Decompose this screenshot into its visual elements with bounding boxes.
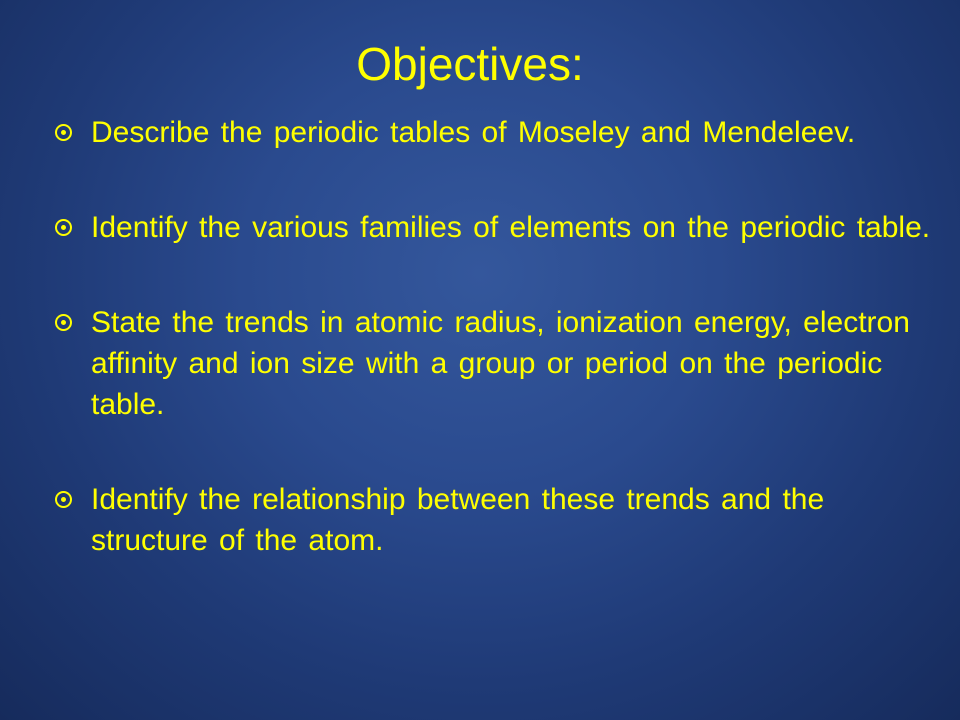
circled-dot-icon [55, 219, 72, 236]
circled-dot-icon [55, 124, 72, 141]
circled-dot-icon [55, 491, 72, 508]
bullet-item [52, 207, 932, 248]
bullet-item [52, 479, 932, 561]
slide-title: Objectives: [356, 38, 584, 90]
bullet-text: Identify the relationship between these trends and the structure of the atom. [91, 483, 825, 557]
circled-dot-icon [55, 314, 72, 331]
bullet-text: Identify the various families of elements on the periodic table. [91, 211, 931, 244]
bullet-item [52, 302, 932, 425]
bullet-item [52, 112, 932, 153]
objectives-list [52, 112, 932, 561]
bullet-text: Describe the periodic tables of Moseley and Mendeleev. [91, 116, 856, 149]
bullet-text: State the trends in atomic radius, ionization energy, electron affinity and ion size with a group or period on the periodic table. [91, 306, 910, 421]
